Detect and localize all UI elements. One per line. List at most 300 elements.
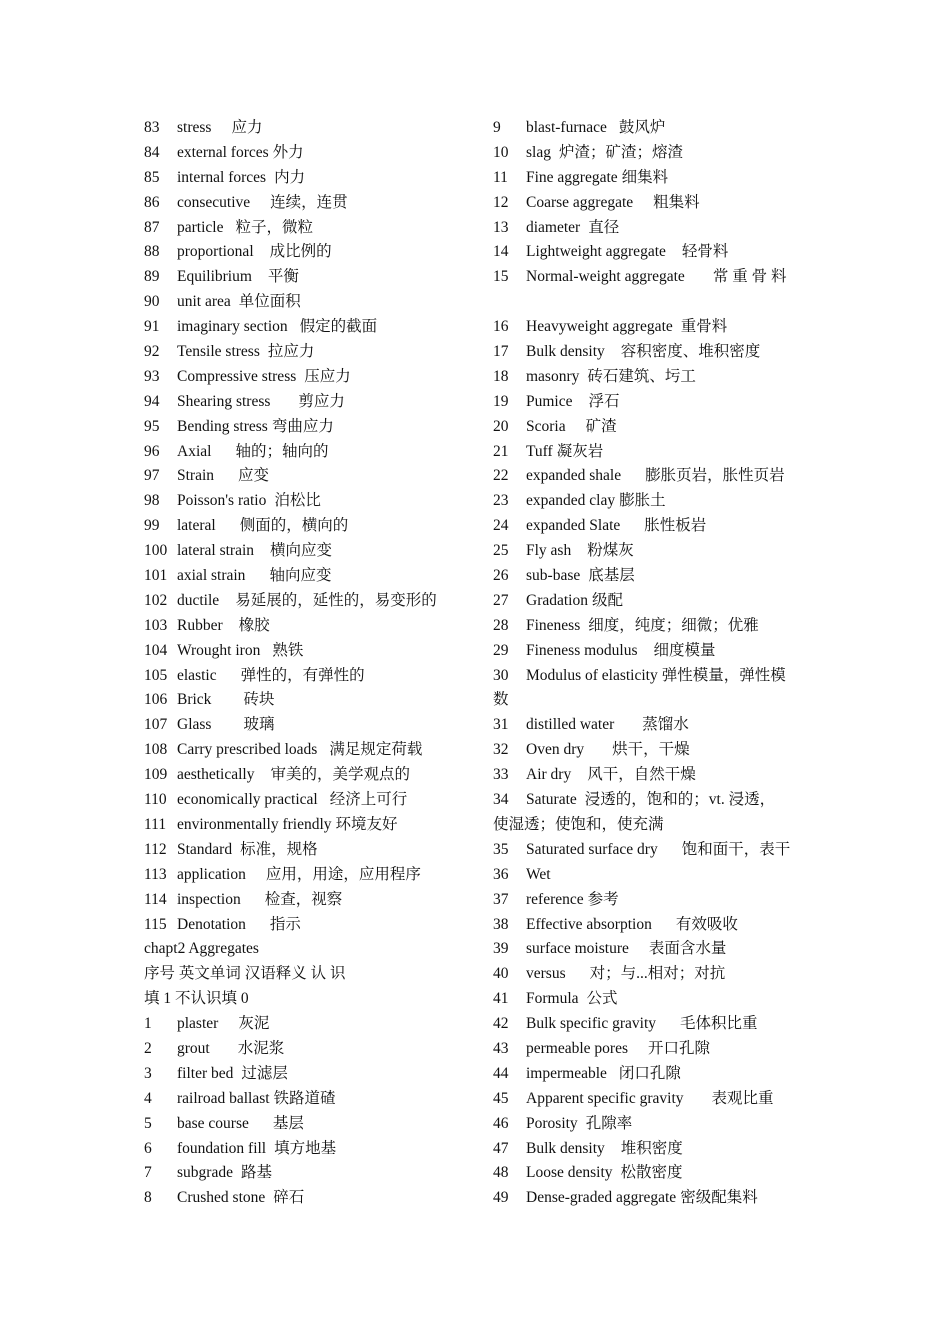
- english-term: expanded shale: [526, 467, 622, 485]
- english-term: consecutive: [177, 193, 251, 211]
- vocab-entry: [144, 589, 464, 614]
- chinese-meaning: 直径: [588, 218, 620, 236]
- chinese-meaning: 过滤层: [241, 1064, 288, 1082]
- chinese-meaning: 参考: [587, 890, 619, 908]
- english-term: versus: [526, 965, 566, 983]
- vocab-entry: [144, 564, 464, 589]
- vocab-entry: [493, 713, 813, 738]
- english-term: Fineness: [526, 616, 581, 634]
- english-term: Compressive stress: [177, 367, 297, 385]
- entry-number: 89: [144, 268, 160, 286]
- vocab-entry: [493, 464, 813, 489]
- chinese-meaning: 经济上可行: [329, 791, 408, 809]
- chinese-meaning: 假定的截面: [299, 318, 378, 336]
- continuation-text: 填 1 不认识填 0: [144, 990, 249, 1008]
- chinese-meaning: 风干，自然干燥: [587, 766, 696, 784]
- entry-number: 5: [144, 1114, 152, 1132]
- entry-number: 111: [144, 815, 167, 833]
- entry-number: 33: [493, 766, 509, 784]
- chinese-meaning: 表观比重: [711, 1089, 774, 1107]
- english-term: grout: [177, 1039, 210, 1057]
- chinese-meaning: 粒子，微粒: [235, 218, 313, 236]
- chinese-meaning: 膨胀土: [619, 492, 666, 510]
- chinese-meaning: 松散密度: [620, 1164, 683, 1182]
- text-line: [144, 937, 464, 962]
- english-term: Bulk specific gravity: [526, 1015, 656, 1033]
- english-term: Crushed stone: [177, 1189, 266, 1207]
- chinese-meaning: 膨胀页岩，胀性页岩: [645, 467, 785, 485]
- english-term: permeable pores: [526, 1039, 628, 1057]
- chinese-meaning: 平衡: [267, 268, 299, 286]
- entry-number: 9: [493, 119, 501, 136]
- text-line: [493, 688, 813, 713]
- entry-number: 97: [144, 467, 160, 485]
- chinese-meaning: 开口孔隙: [648, 1039, 711, 1057]
- chinese-meaning: 水泥浆: [237, 1039, 285, 1057]
- chinese-meaning: 砖块: [243, 691, 275, 709]
- english-term: Fine aggregate: [526, 168, 618, 186]
- english-term: aesthetically: [177, 766, 255, 784]
- entry-number: 83: [144, 119, 160, 136]
- chinese-meaning: 满足规定荷载: [329, 741, 423, 759]
- entry-number: 92: [144, 343, 160, 361]
- english-term: elastic: [177, 666, 217, 684]
- english-term: ductile: [177, 591, 220, 609]
- english-term: axial strain: [177, 567, 246, 585]
- vocab-entry: [144, 688, 464, 713]
- entry-number: 17: [493, 343, 509, 361]
- english-term: Denotation: [177, 915, 246, 933]
- english-term: lateral strain: [177, 542, 255, 560]
- entry-number: 20: [493, 417, 509, 435]
- continuation-text: 序号 英文单词 汉语释义 认 识: [144, 965, 346, 983]
- vocab-entry: [144, 738, 464, 763]
- english-term: proportional: [177, 243, 254, 261]
- entry-number: 49: [493, 1189, 509, 1207]
- entry-number: 96: [144, 442, 160, 460]
- entry-number: 3: [144, 1064, 152, 1082]
- english-term: distilled water: [526, 716, 615, 734]
- english-term: Heavyweight aggregate: [526, 318, 673, 336]
- english-term: Shearing stress: [177, 392, 271, 410]
- entry-number: 115: [144, 915, 167, 933]
- english-term: Scoria: [526, 417, 566, 435]
- entry-number: 24: [493, 517, 509, 535]
- english-term: Bending stress: [177, 417, 268, 435]
- chinese-meaning: 单位面积: [238, 293, 301, 311]
- vocab-entry: [493, 365, 813, 390]
- entry-number: 35: [493, 840, 509, 858]
- entry-number: 110: [144, 791, 167, 809]
- vocab-entry: [493, 564, 813, 589]
- chinese-meaning: 轴的；轴向的: [235, 442, 329, 460]
- vocab-entry: [144, 639, 464, 664]
- vocab-entry: [493, 440, 813, 465]
- left-column: [144, 116, 464, 1211]
- chinese-meaning: 弹性模量，弹性模: [661, 666, 786, 684]
- english-term: Bulk density: [526, 1139, 605, 1157]
- english-term: Loose density: [526, 1164, 613, 1182]
- entry-number: 87: [144, 218, 160, 236]
- entry-number: 21: [493, 442, 509, 460]
- english-term: masonry: [526, 367, 580, 385]
- english-term: Wrought iron: [177, 641, 261, 659]
- chinese-meaning: 底基层: [588, 567, 635, 585]
- entry-number: 11: [493, 168, 508, 186]
- vocab-entry: [493, 340, 813, 365]
- chinese-meaning: 粗集料: [653, 193, 700, 211]
- english-term: external forces: [177, 143, 269, 161]
- vocab-entry: [144, 1137, 464, 1162]
- english-term: Normal-weight aggregate: [526, 268, 685, 286]
- entry-number: 27: [493, 591, 509, 609]
- english-term: railroad ballast: [177, 1089, 270, 1107]
- chinese-meaning: 成比例的: [269, 243, 332, 261]
- english-term: plaster: [177, 1015, 219, 1033]
- entry-number: 43: [493, 1039, 509, 1057]
- english-term: Wet: [526, 865, 551, 883]
- chinese-meaning: 灰泥: [238, 1015, 270, 1033]
- entry-number: 106: [144, 691, 168, 709]
- entry-number: 32: [493, 741, 509, 759]
- vocab-entry: [493, 191, 813, 216]
- english-term: Effective absorption: [526, 915, 652, 933]
- english-term: Saturate: [526, 791, 577, 809]
- vocab-entry: [144, 464, 464, 489]
- vocab-entry: [144, 265, 464, 290]
- vocab-entry: [144, 888, 464, 913]
- vocab-entry: [493, 1161, 813, 1186]
- vocab-entry: [144, 913, 464, 938]
- english-term: imaginary section: [177, 318, 288, 336]
- english-term: Glass: [177, 716, 212, 734]
- entry-number: 25: [493, 542, 509, 560]
- english-term: Rubber: [177, 616, 223, 634]
- english-term: Saturated surface dry: [526, 840, 658, 858]
- english-term: Formula: [526, 990, 579, 1008]
- vocab-entry: [493, 863, 813, 888]
- entry-number: 42: [493, 1015, 509, 1033]
- entry-number: 103: [144, 616, 168, 634]
- chinese-meaning: 浮石: [588, 392, 620, 410]
- entry-number: 100: [144, 542, 168, 560]
- vocab-entry: [144, 813, 464, 838]
- chinese-meaning: 横向应变: [270, 542, 333, 560]
- chinese-meaning: 烘干，干燥: [612, 741, 690, 759]
- english-term: reference: [526, 890, 584, 908]
- chinese-meaning: 应用，用途，应用程序: [265, 865, 421, 883]
- english-term: Modulus of elasticity: [526, 666, 658, 684]
- vocab-entry: [144, 390, 464, 415]
- chinese-meaning: 鼓风炉: [618, 119, 666, 136]
- entry-number: 34: [493, 791, 509, 809]
- english-term: Fineness modulus: [526, 641, 638, 659]
- chinese-meaning: 侧面的，横向的: [239, 517, 349, 535]
- vocab-entry: [493, 888, 813, 913]
- entry-number: 99: [144, 517, 160, 535]
- chinese-meaning: 填方地基: [274, 1139, 337, 1157]
- vocab-entry: [493, 166, 813, 191]
- vocab-entry: [144, 1186, 464, 1211]
- vocab-entry: [493, 937, 813, 962]
- vocab-entry: [493, 1112, 813, 1137]
- vocab-entry: [493, 763, 813, 788]
- vocab-entry: [144, 1161, 464, 1186]
- english-term: unit area: [177, 293, 231, 311]
- english-term: Fly ash: [526, 542, 572, 560]
- english-term: economically practical: [177, 791, 318, 809]
- chinese-meaning: 弯曲应力: [271, 417, 334, 435]
- vocab-entry: [144, 365, 464, 390]
- vocab-entry: [493, 664, 813, 689]
- english-term: foundation fill: [177, 1139, 267, 1157]
- entry-number: 101: [144, 567, 168, 585]
- chinese-meaning: 对；与...相对；对抗: [589, 965, 726, 983]
- entry-number: 86: [144, 193, 160, 211]
- english-term: internal forces: [177, 168, 267, 186]
- vocab-entry: [493, 1137, 813, 1162]
- entry-number: 37: [493, 890, 509, 908]
- entry-number: 105: [144, 666, 168, 684]
- text-line: [493, 290, 813, 315]
- vocab-entry: [493, 265, 813, 290]
- english-term: expanded clay: [526, 492, 616, 510]
- vocab-entry: [493, 539, 813, 564]
- entry-number: 102: [144, 591, 168, 609]
- entry-number: 104: [144, 641, 168, 659]
- english-term: subgrade: [177, 1164, 233, 1182]
- entry-number: 30: [493, 666, 509, 684]
- vocab-entry: [493, 489, 813, 514]
- english-term: Bulk density: [526, 343, 605, 361]
- english-term: Tensile stress: [177, 343, 260, 361]
- vocab-entry: [493, 415, 813, 440]
- vocab-entry: [144, 240, 464, 265]
- english-term: blast-furnace: [526, 119, 607, 136]
- vocab-entry: [144, 489, 464, 514]
- vocab-entry: [493, 1037, 813, 1062]
- entry-number: 12: [493, 193, 509, 211]
- english-term: lateral: [177, 517, 216, 535]
- english-term: Air dry: [526, 766, 572, 784]
- entry-number: 98: [144, 492, 160, 510]
- vocab-entry: [144, 713, 464, 738]
- english-term: base course: [177, 1114, 249, 1132]
- english-term: impermeable: [526, 1064, 607, 1082]
- chinese-meaning: 常 重 骨 料: [712, 268, 787, 286]
- entry-number: 28: [493, 616, 509, 634]
- english-term: Standard: [177, 840, 233, 858]
- chinese-meaning: 凝灰岩: [556, 442, 604, 460]
- vocab-entry: [493, 838, 813, 863]
- entry-number: 14: [493, 243, 509, 261]
- chinese-meaning: 表面含水量: [648, 940, 727, 958]
- chinese-meaning: 密级配集料: [680, 1189, 758, 1207]
- vocab-entry: [493, 315, 813, 340]
- vocab-entry: [493, 216, 813, 241]
- chinese-meaning: 细集料: [621, 168, 669, 186]
- english-term: Brick: [177, 691, 212, 709]
- entry-number: 26: [493, 567, 509, 585]
- chinese-meaning: 毛体积比重: [680, 1015, 758, 1033]
- chinese-meaning: 检查，视察: [264, 890, 343, 908]
- entry-number: 93: [144, 367, 160, 385]
- chinese-meaning: 重骨料: [680, 318, 728, 336]
- vocab-entry: [493, 240, 813, 265]
- entry-number: 18: [493, 367, 509, 385]
- english-term: Axial: [177, 442, 212, 460]
- entry-number: 85: [144, 168, 160, 186]
- vocab-entry: [144, 166, 464, 191]
- entry-number: 7: [144, 1164, 152, 1182]
- chinese-meaning: 弹性的，有弹性的: [240, 666, 365, 684]
- english-term: Dense-graded aggregate: [526, 1189, 677, 1207]
- entry-number: 45: [493, 1089, 509, 1107]
- english-term: particle: [177, 218, 224, 236]
- entry-number: 38: [493, 915, 509, 933]
- chinese-meaning: 易延展的，延性的，易变形的: [235, 591, 437, 609]
- english-term: Oven dry: [526, 741, 585, 759]
- entry-number: 29: [493, 641, 509, 659]
- text-line: [493, 813, 813, 838]
- entry-number: 108: [144, 741, 168, 759]
- english-term: Pumice: [526, 392, 573, 410]
- vocab-entry: [144, 216, 464, 241]
- entry-number: 90: [144, 293, 160, 311]
- chinese-meaning: 外力: [272, 143, 304, 161]
- chinese-meaning: 浸透的，饱和的；vt. 浸透，: [584, 791, 776, 809]
- chinese-meaning: 轴向应变: [269, 567, 332, 585]
- english-term: sub-base: [526, 567, 581, 585]
- chinese-meaning: 堆积密度: [620, 1139, 683, 1157]
- entry-number: 46: [493, 1114, 509, 1132]
- entry-number: 1: [144, 1015, 152, 1033]
- chinese-meaning: 饱和面干，表干: [681, 840, 791, 858]
- chinese-meaning: 砖石建筑、圬工: [587, 367, 696, 385]
- english-term: inspection: [177, 890, 241, 908]
- entry-number: 113: [144, 865, 167, 883]
- vocab-entry: [144, 440, 464, 465]
- english-term: Porosity: [526, 1114, 578, 1132]
- english-term: Coarse aggregate: [526, 193, 634, 211]
- chinese-meaning: 基层: [272, 1114, 304, 1132]
- chinese-meaning: 公式: [586, 990, 618, 1008]
- entry-number: 47: [493, 1139, 509, 1157]
- vocab-entry: [144, 863, 464, 888]
- english-term: environmentally friendly: [177, 815, 332, 833]
- vocab-entry: [144, 340, 464, 365]
- chinese-meaning: 细度模量: [653, 641, 716, 659]
- chinese-meaning: 蒸馏水: [642, 716, 689, 734]
- entry-number: 91: [144, 318, 160, 336]
- vocab-entry: [493, 1062, 813, 1087]
- entry-number: 107: [144, 716, 168, 734]
- chinese-meaning: 泊松比: [274, 492, 321, 510]
- chinese-meaning: 剪应力: [298, 392, 345, 410]
- vocab-entry: [493, 141, 813, 166]
- vocab-entry: [493, 788, 813, 813]
- continuation-text: chapt2 Aggregates: [144, 940, 259, 958]
- entry-number: 2: [144, 1039, 152, 1057]
- vocab-entry: [144, 1087, 464, 1112]
- chinese-meaning: 轻骨料: [681, 243, 729, 261]
- vocab-entry: [493, 639, 813, 664]
- chinese-meaning: 拉应力: [267, 343, 315, 361]
- entry-number: 94: [144, 392, 160, 410]
- chinese-meaning: 有效吸收: [675, 915, 738, 933]
- chinese-meaning: 橡胶: [238, 616, 270, 634]
- vocab-entry: [493, 614, 813, 639]
- vocab-entry: [144, 1037, 464, 1062]
- entry-number: 88: [144, 243, 160, 261]
- entry-number: 84: [144, 143, 160, 161]
- chinese-meaning: 连续，连贯: [270, 193, 348, 211]
- entry-number: 40: [493, 965, 509, 983]
- right-column: [493, 116, 813, 1211]
- english-term: Tuff: [526, 442, 553, 460]
- chinese-meaning: 标准，规格: [240, 840, 318, 858]
- entry-number: 10: [493, 143, 509, 161]
- vocab-entry: [144, 514, 464, 539]
- english-term: Apparent specific gravity: [526, 1089, 684, 1107]
- entry-number: 44: [493, 1064, 509, 1082]
- vocab-entry: [144, 1112, 464, 1137]
- chinese-meaning: 内力: [274, 168, 306, 186]
- vocab-entry: [493, 514, 813, 539]
- entry-number: 16: [493, 318, 509, 336]
- entry-number: 31: [493, 716, 509, 734]
- vocab-entry: [144, 116, 464, 141]
- vocab-entry: [144, 539, 464, 564]
- vocab-entry: [493, 738, 813, 763]
- entry-number: 109: [144, 766, 168, 784]
- chinese-meaning: 应力: [231, 119, 263, 136]
- english-term: filter bed: [177, 1064, 234, 1082]
- vocab-entry: [144, 1012, 464, 1037]
- text-line: [144, 987, 464, 1012]
- chinese-meaning: 粉煤灰: [587, 542, 634, 560]
- entry-number: 22: [493, 467, 509, 485]
- english-term: diameter: [526, 218, 581, 236]
- english-term: Lightweight aggregate: [526, 243, 666, 261]
- vocab-entry: [144, 838, 464, 863]
- text-line: [144, 962, 464, 987]
- english-term: Carry prescribed loads: [177, 741, 318, 759]
- chinese-meaning: 孔隙率: [585, 1114, 633, 1132]
- chinese-meaning: 审美的，美学观点的: [270, 766, 410, 784]
- entry-number: 39: [493, 940, 509, 958]
- chinese-meaning: 细度，纯度；细微；优雅: [588, 616, 759, 634]
- english-term: slag: [526, 143, 551, 161]
- entry-number: 41: [493, 990, 509, 1008]
- entry-number: 15: [493, 268, 509, 286]
- entry-number: 112: [144, 840, 167, 858]
- chinese-meaning: 玻璃: [243, 716, 275, 734]
- vocab-entry: [493, 913, 813, 938]
- english-term: stress: [177, 119, 212, 136]
- vocab-entry: [144, 290, 464, 315]
- entry-number: 95: [144, 417, 160, 435]
- chinese-meaning: 闭口孔隙: [618, 1064, 681, 1082]
- chinese-meaning: 熟铁: [272, 641, 304, 659]
- vocab-entry: [493, 1186, 813, 1211]
- entry-number: 6: [144, 1139, 152, 1157]
- continuation-text: 数: [493, 691, 509, 709]
- english-term: application: [177, 865, 246, 883]
- entry-number: 48: [493, 1164, 509, 1182]
- chinese-meaning: 级配: [591, 591, 623, 609]
- vocab-entry: [493, 390, 813, 415]
